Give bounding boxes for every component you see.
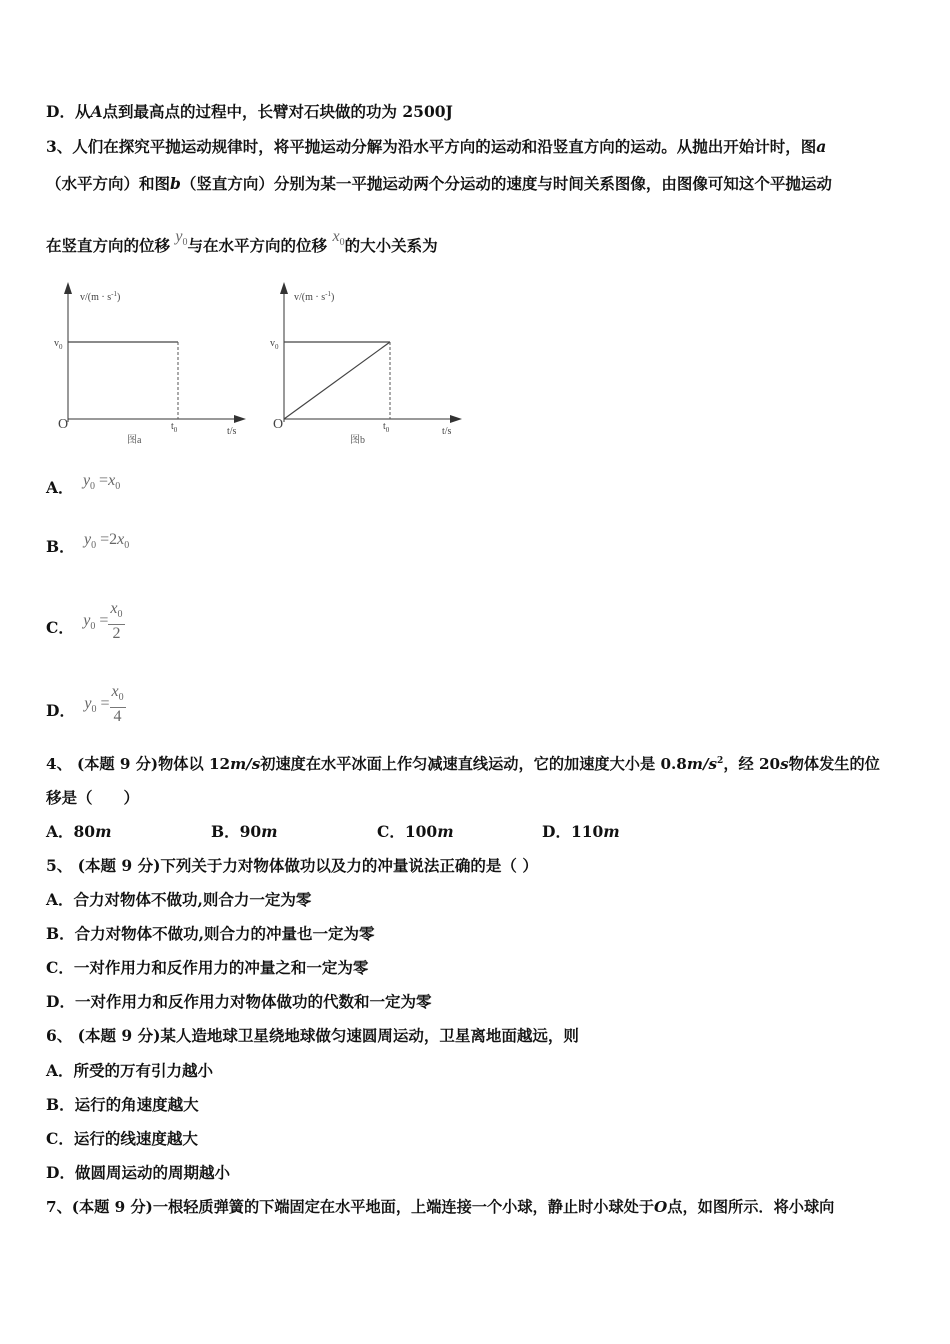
q4-square: 2 — [717, 756, 724, 766]
fraction-numerator — [110, 683, 126, 708]
fraction-numerator — [108, 600, 124, 625]
q3-option-d[interactable] — [46, 683, 126, 726]
q2-point-a: A — [90, 102, 103, 121]
graph-a-origin: O — [58, 417, 69, 432]
graph-b-xlabel: t/s — [442, 426, 452, 437]
q4-option-a[interactable] — [46, 822, 112, 842]
graph-b — [266, 280, 466, 445]
fraction — [108, 600, 124, 643]
q6-stem: 6、 (本题 9 分)某人造地球卫星绕地球做匀速圆周运动，卫星离地面越远，则 — [46, 1026, 579, 1045]
q4-unit-ms2: m/s — [686, 755, 718, 774]
sub-zero: 0 — [117, 609, 123, 621]
q3-line3-mid: 与在水平方向的位移 — [187, 236, 328, 255]
q5-option-d[interactable]: D．一对作用力和反作用力对物体做功的代数和一定为零 — [46, 992, 432, 1011]
x-var: x — [110, 600, 118, 617]
q3-option-d-formula — [84, 683, 125, 726]
graph-b-t0-label: $t_0$ — [383, 421, 390, 434]
q3-option-c-formula — [83, 600, 124, 643]
q4-option-d[interactable] — [542, 822, 620, 842]
graph-a-ylabel: $v/(m \cdot s^{-1})$ — [80, 290, 121, 303]
q4-option-d-label: D．110 — [542, 822, 604, 841]
graph-b-y-arrow — [280, 282, 288, 294]
q3-option-b-formula — [84, 531, 130, 552]
q5-option-b[interactable]: B．合力对物体不做功,则合力的冲量也一定为零 — [46, 924, 375, 943]
q4-text-a: 4、 (本题 9 分)物体以 12 — [46, 755, 231, 774]
sub-zero: 0 — [118, 692, 124, 704]
q3-line3-pre: 在竖直方向的位移 — [46, 236, 171, 255]
q4-option-b-unit: m — [261, 822, 278, 841]
q4-option-b-label: B．90 — [211, 822, 262, 841]
q4-text-d: 物体发生的位 — [788, 755, 880, 774]
q4-option-b[interactable] — [211, 822, 278, 842]
graph-a-caption: 图a — [127, 435, 142, 445]
equals: = — [100, 531, 110, 548]
y-var: y — [82, 472, 91, 489]
fraction-denominator: 2 — [112, 625, 121, 643]
graph-a-xlabel: t/s — [227, 426, 237, 437]
q7-text-a: 7、(本题 9 分)一根轻质弹簧的下端固定在水平地面，上端连接一个小球，静止时小球处于 — [46, 1198, 655, 1216]
sub-zero: 0 — [91, 704, 97, 716]
y-var: y — [83, 612, 91, 630]
q4-option-a-label: A．80 — [46, 822, 96, 841]
graph-b-x-arrow — [450, 415, 462, 423]
graph-b-origin: O — [273, 417, 284, 432]
x-var: x — [117, 531, 125, 548]
q6-option-a[interactable]: A．所受的万有引力越小 — [46, 1061, 214, 1080]
graph-a-v0-label: $v_0$ — [54, 338, 63, 351]
equals: = — [100, 695, 110, 713]
fraction-denominator: 4 — [113, 708, 122, 726]
graph-a — [50, 280, 250, 445]
q2-option-d-prefix: D．从 — [46, 102, 91, 121]
graph-a-t0-label: $t_0$ — [171, 421, 178, 434]
q4-stem-line2: 移是（ ） — [46, 788, 140, 807]
q6-option-d[interactable]: D．做圆周运动的周期越小 — [46, 1163, 230, 1182]
sub-zero: 0 — [91, 540, 97, 552]
q2-option-d-suffix: 点到最高点的过程中，长臂对石块做的功为 2500J — [102, 102, 453, 121]
graph-a-x-arrow — [234, 415, 246, 423]
graph-b-velocity-line — [284, 342, 390, 419]
q4-option-c-unit: m — [437, 822, 454, 841]
q4-option-a-unit: m — [95, 822, 112, 841]
y-var: y — [84, 695, 92, 713]
y-var: y — [175, 228, 183, 245]
equals: = — [99, 472, 109, 489]
q3-stem-line3 — [46, 228, 438, 263]
q4-unit-ms: m/s — [230, 755, 261, 774]
y-var: y — [84, 531, 92, 548]
q3-stem-line2 — [46, 174, 832, 194]
q3-option-a-formula — [82, 472, 121, 493]
q7-text-b: 点，如图所示．将小球向 — [667, 1198, 835, 1216]
graph-b-v0-label: $v_0$ — [270, 338, 279, 351]
equals: = — [99, 612, 109, 630]
q4-stem-line1 — [46, 751, 880, 774]
q3-option-c-label: C． — [46, 618, 74, 638]
q4-option-d-unit: m — [603, 822, 620, 841]
graph-a-y-arrow — [64, 282, 72, 294]
sub-zero: 0 — [90, 621, 96, 633]
q3-option-a[interactable] — [46, 472, 121, 505]
x-var: x — [332, 228, 340, 245]
sub-zero: 0 — [124, 540, 130, 552]
q4-unit-s: s — [780, 755, 789, 774]
sub-zero: 0 — [115, 481, 121, 493]
coefficient: 2 — [109, 531, 118, 548]
q3-option-b-label: B． — [46, 537, 75, 556]
sub-zero: 0 — [182, 237, 188, 249]
q3-option-a-label: A． — [46, 478, 74, 497]
q3-y0-symbol — [175, 228, 188, 249]
q4-option-c[interactable] — [377, 822, 454, 842]
q3-x0-symbol — [332, 228, 345, 249]
q2-option-d — [46, 102, 453, 122]
sub-zero: 0 — [339, 237, 345, 249]
q3-line3-post: 的大小关系为 — [344, 236, 438, 255]
q3-fig-a-ref: a — [816, 137, 827, 156]
q3-line1-text: 3、人们在探究平抛运动规律时，将平抛运动分解为沿水平方向的运动和沿竖直方向的运动。从抛出开始计时，图 — [46, 137, 817, 156]
sub-zero: 0 — [90, 481, 96, 493]
q7-stem — [46, 1197, 834, 1217]
q3-line2-pre: （水平方向）和图 — [46, 174, 171, 193]
q4-text-b: 初速度在水平冰面上作匀减速直线运动，它的加速度大小是 0.8 — [260, 755, 687, 774]
q5-option-c[interactable]: C．一对作用力和反作用力的冲量之和一定为零 — [46, 958, 369, 977]
q3-option-b[interactable] — [46, 531, 130, 564]
q3-option-c[interactable] — [46, 600, 125, 643]
q3-option-d-label: D． — [46, 701, 75, 721]
q5-stem: 5、 (本题 9 分)下列关于力对物体做功以及力的冲量说法正确的是（ ） — [46, 856, 538, 875]
q5-option-a[interactable]: A．合力对物体不做功,则合力一定为零 — [46, 890, 312, 909]
q6-option-b[interactable]: B．运行的角速度越大 — [46, 1095, 199, 1114]
q6-option-c[interactable]: C．运行的线速度越大 — [46, 1129, 198, 1148]
x-var: x — [111, 683, 119, 700]
graph-b-ylabel: $v/(m \cdot s^{-1})$ — [294, 290, 335, 303]
q4-text-c: ，经 20 — [723, 755, 781, 774]
graph-b-caption: 图b — [350, 435, 365, 445]
q7-point-o: O — [654, 1198, 668, 1216]
q3-stem-line1 — [46, 137, 826, 157]
q4-option-c-label: C．100 — [377, 822, 438, 841]
fraction — [110, 683, 126, 726]
q3-line2-post: （竖直方向）分别为某一平抛运动两个分运动的速度与时间关系图像，由图像可知这个平抛运动 — [180, 174, 832, 193]
x-var: x — [108, 472, 116, 489]
q3-fig-b-ref: b — [170, 174, 181, 193]
